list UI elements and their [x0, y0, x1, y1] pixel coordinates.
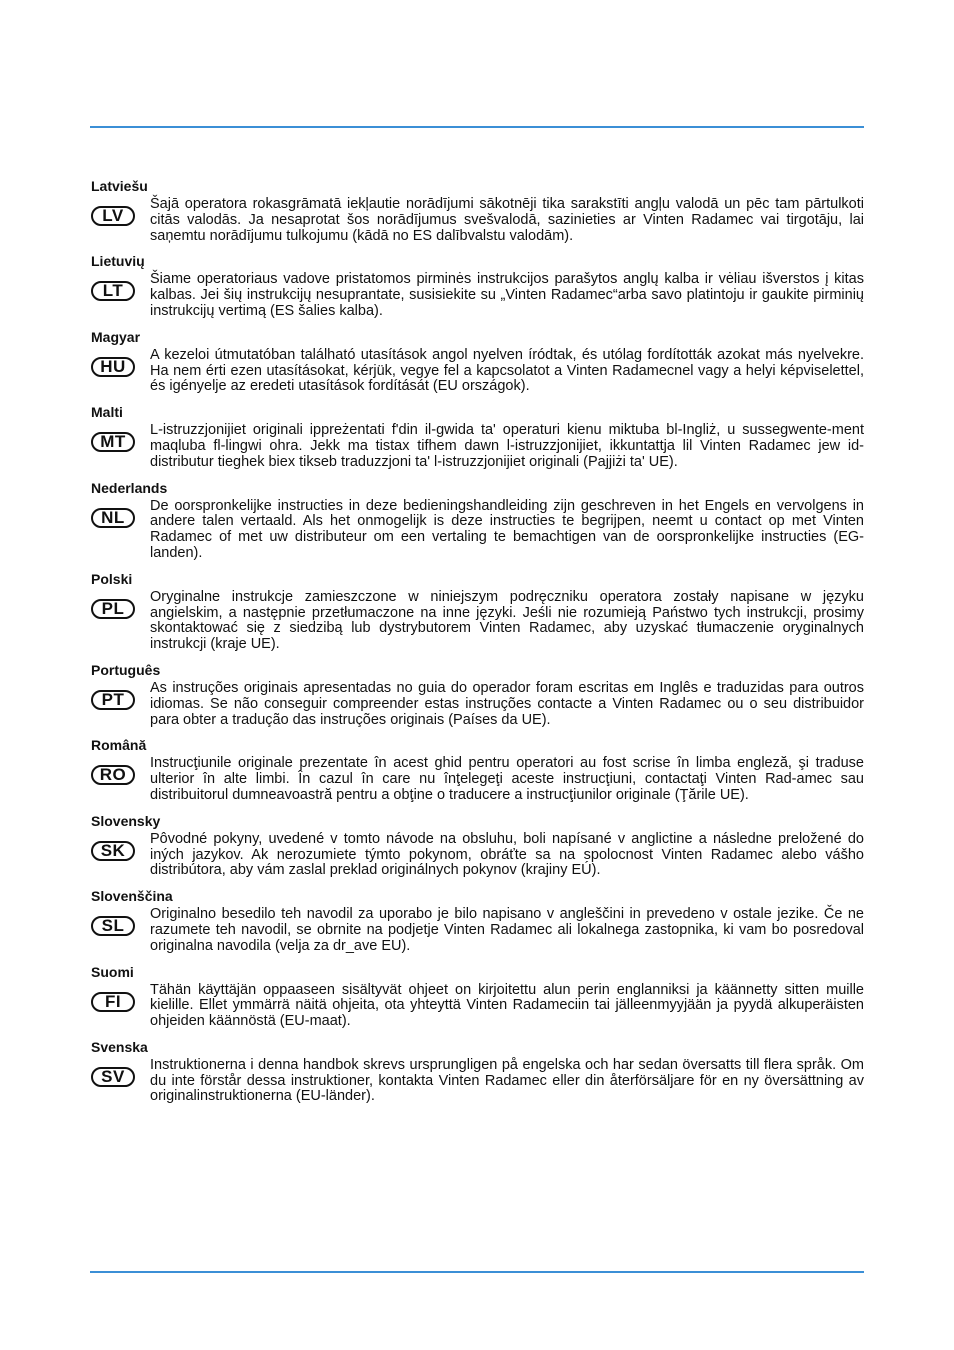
section-heading: Nederlands — [91, 479, 168, 496]
section-text: Tähän käyttäjän oppaaseen sisältyvät ohjeet on kirjoitettu alun perin englanniksi ja käännetty sitten muille kielille. Ellet ymmärrä näitä ohjeita, ota yhteyttä Vinten Radameciin tai jälleenmyyjään ja pyydä alkuperäisten ohjeiden käännöstä (EU-maat). — [150, 981, 864, 1030]
section-row — [91, 197, 864, 244]
language-code-badge: HU — [91, 357, 135, 377]
section-heading: Slovensky — [91, 812, 161, 829]
section-heading: Polski — [91, 570, 133, 587]
section-text: Pôvodné pokyny, uvedené v tomto návode na obsluhu, boli napísané v anglictine a následne preložené do iných jazykov. Ak nerozumiete týmto pokynom, obráťte sa na spolocnost Vinten Radamec alebo vášho distribútora, aby vám zaslal preklad originálnych pokynov (krajiny EÚ). — [150, 830, 864, 879]
section-text: Instruktionerna i denna handbok skrevs ursprungligen på engelska och har sedan översatts till flera språk. Om du inte förstår dessa instruktioner, kontakta Vinten Radamec eller din återförsäljare för en ny översättning av originalinstruktionerna (EU-länder). — [150, 1056, 864, 1105]
section-text: A kezeloi útmutatóban található utasítások angol nyelven íródtak, és utólag fordították azokat más nyelvekre. Ha nem érti ezen utasításokat, kérjük, vegye fel a kapcsolatot a Vinten Radamecnel vagy a helyi képviselettel, és igényelje az eredeti utasítások fordítását (EU országok). — [150, 346, 864, 395]
section-text: Originalno besedilo teh navodil za uporabo je bilo napisano v angleščini in prevedeno v ostale jezike. Če ne razumete teh navodil, se obrnite na podjetje Vinten Radamec ali lokalnega zastopnika, ki vam bo posredoval originalna navodila (velja za dr_ave EU). — [150, 906, 864, 954]
section-text: Instrucţiunile originale prezentate în acest ghid pentru operatori au fost scrise în limba engleză, şi traduse ulterior în alte limbi. În cazul în care nu înţelegeţi aceste instrucţiuni, contactaţi Vinten Rad-amec sau distribuitorul dumneavoastră pentru a obţine o traducere a instrucţiunilor originale (Ţările UE). — [150, 755, 864, 803]
language-code-badge: SK — [91, 841, 135, 861]
language-code-badge: SV — [91, 1067, 135, 1087]
section-row — [91, 499, 864, 562]
section-hu — [91, 329, 864, 395]
language-code-badge: MT — [91, 432, 135, 452]
language-code-badge: RO — [91, 765, 135, 785]
language-sections — [91, 178, 864, 1114]
section-heading: Lietuvių — [91, 253, 145, 270]
section-row — [91, 348, 864, 395]
section-heading: Slovenščina — [91, 888, 173, 905]
section-lt — [91, 253, 864, 319]
section-row — [91, 983, 864, 1030]
language-code-badge: SL — [91, 916, 135, 936]
section-text: De oorspronkelijke instructies in deze bedieningshandleiding zijn geschreven in het Engels en vervolgens in andere talen vertaald. Als het onmogelijk is deze instructies te begrijpen, neemt u contact op met Vinten Radamec of met uw distributeur om een vertaling te bemachtigen van de oorspronkelijke instructies (EG-landen). — [150, 497, 864, 561]
language-code-badge: PL — [91, 599, 135, 619]
section-sv — [91, 1039, 864, 1105]
language-code-badge: FI — [91, 992, 135, 1012]
section-sk — [91, 813, 864, 879]
section-row — [91, 590, 864, 653]
language-code-badge: NL — [91, 508, 135, 528]
section-fi — [91, 964, 864, 1030]
section-lv — [91, 178, 864, 244]
section-row — [91, 681, 864, 728]
section-row — [91, 907, 864, 954]
language-code-badge: LT — [91, 281, 135, 301]
top-rule — [90, 126, 864, 128]
section-ro — [91, 737, 864, 803]
language-code-badge: PT — [91, 690, 135, 710]
section-heading: Suomi — [91, 963, 134, 980]
section-row — [91, 832, 864, 879]
section-pt — [91, 662, 864, 728]
bottom-rule — [90, 1271, 864, 1273]
section-heading: Magyar — [91, 328, 141, 345]
section-text: Šajā operatora rokasgrāmatā iekļautie norādījumi sākotnēji tika sarakstīti angļu valodā un pēc tam pārtulkoti citās valodās. Ja nesaprotat šos norādījumus svešvalodā, sazinieties ar Vinten Radamec vai tirgotāju, lai saņemtu norādījumu tulkojumu (kādā no ES dalībvalstu valodām). — [150, 196, 864, 244]
section-sl — [91, 888, 864, 954]
section-heading: Português — [91, 661, 161, 678]
section-nl — [91, 480, 864, 562]
section-pl — [91, 571, 864, 653]
section-row — [91, 272, 864, 319]
section-row — [91, 1058, 864, 1105]
section-row — [91, 756, 864, 803]
language-code-badge: LV — [91, 206, 135, 226]
section-heading: Malti — [91, 404, 123, 421]
section-text: L-istruzzjonijiet originali ippreżentati f'din il-gwida ta' operaturi kienu miktuba bl-Ingliż, u sussegwente-ment maqluba fl-lingwi ohra. Jekk ma tistax tifhem dawn l-istruzzjonijiet, ikkuntattja lil Vinten Radamec jew id-distributur tieghek biex tikseb traduzzjoni ta' l-istruzzjonijiet originali (Pajjiżi ta' UE). — [150, 422, 864, 470]
section-text: Šiame operatoriaus vadove pristatomos pirminės instrukcijos parašytos anglų kalba ir vėliau išverstos į kitas kalbas. Jei šių instrukcijų nesuprantate, susisiekite su „Vinten Radamec“arba savo platintoju ir gaukite pirminių instrukcijų vertimą (ES šalies kalba). — [150, 271, 864, 319]
section-mt — [91, 404, 864, 470]
section-text: As instruções originais apresentadas no guia do operador foram escritas em Inglês e traduzidas para outros idiomas. Se não conseguir compreender estas instruções contacte a Vinten Radamec ou o seu distribuidor para obter a tradução das instruções originais (Países da UE). — [150, 679, 864, 728]
section-heading: Svenska — [91, 1038, 148, 1055]
section-heading: Latviešu — [91, 178, 148, 194]
section-text: Oryginalne instrukcje zamieszczone w niniejszym podręczniku operatora zostały napisane w języku angielskim, a następnie przetłumaczone na inne języki. Jeśli nie rozumieją Państwo tych instrukcji, prosimy skontaktować się z siedzibą lub dystrybutorem Vinten Radamec, aby uzyskać tłumaczenie oryginalnych instrukcji (kraje UE). — [150, 588, 864, 653]
section-heading: Română — [91, 737, 147, 754]
section-row — [91, 423, 864, 470]
